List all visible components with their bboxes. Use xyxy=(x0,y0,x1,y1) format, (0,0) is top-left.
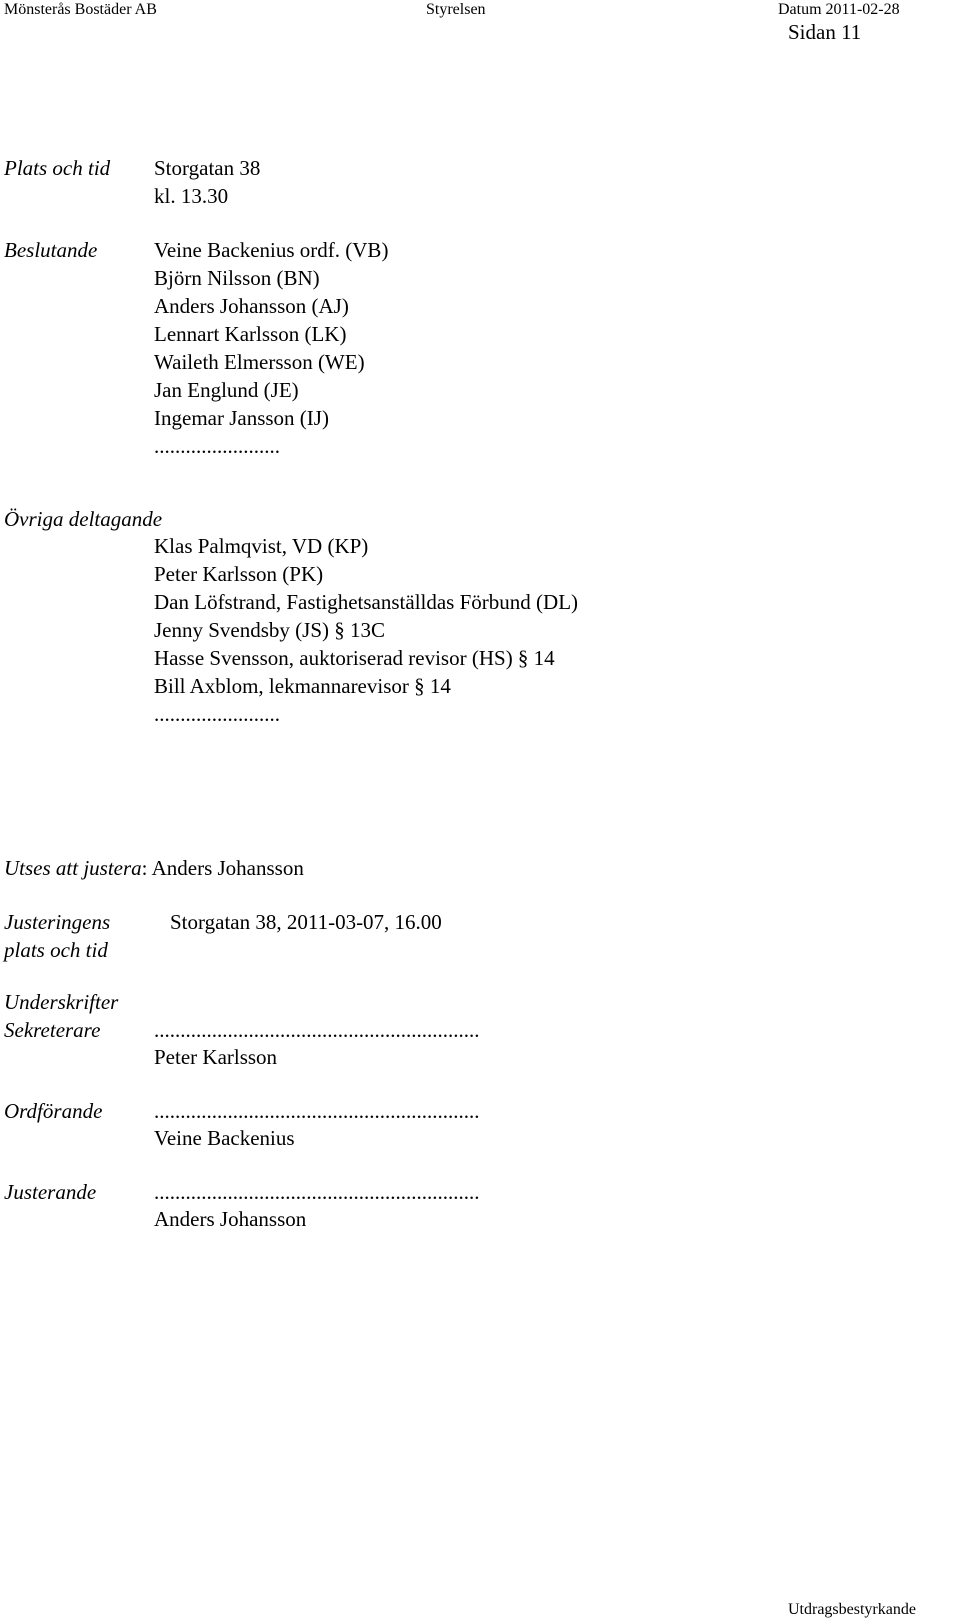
signature-line: .............................................................. xyxy=(154,1180,480,1204)
list-item: Dan Löfstrand, Fastighetsanställdas Förbund (DL) xyxy=(154,590,579,614)
list-item: Hasse Svensson, auktoriserad revisor (HS) § 14 xyxy=(154,646,555,670)
adjuster-label: Utses att justera xyxy=(4,856,142,880)
meeting-place: Storgatan 38 xyxy=(154,156,261,180)
signature-name-adjuster: Anders Johansson xyxy=(154,1207,307,1231)
page-number: Sidan 11 xyxy=(788,20,862,44)
list-item: Peter Karlsson (PK) xyxy=(154,562,324,586)
adjustment-label-line2: plats och tid xyxy=(4,938,108,962)
adjuster-line xyxy=(4,854,304,882)
list-item: Ingemar Jansson (IJ) xyxy=(154,406,329,430)
adjustment-value: Storgatan 38, 2011-03-07, 16.00 xyxy=(170,910,442,934)
document-date: Datum 2011-02-28 xyxy=(778,1,900,18)
deciding-label: Beslutande xyxy=(4,238,98,262)
signature-role-secretary: Sekreterare xyxy=(4,1018,101,1042)
deciding-list xyxy=(154,236,388,460)
board-name: Styrelsen xyxy=(426,1,486,18)
list-item: ........................ xyxy=(154,434,280,458)
list-item: Anders Johansson (AJ) xyxy=(154,294,349,318)
signature-name-chair: Veine Backenius xyxy=(154,1126,295,1150)
meeting-time: kl. 13.30 xyxy=(154,184,229,208)
list-item: Lennart Karlsson (LK) xyxy=(154,322,347,346)
certify-label: Utdragsbestyrkande xyxy=(788,1601,916,1618)
company-name: Mönsterås Bostäder AB xyxy=(4,1,157,18)
list-item: Klas Palmqvist, VD (KP) xyxy=(154,534,369,558)
list-item: Björn Nilsson (BN) xyxy=(154,266,320,290)
signature-line: .............................................................. xyxy=(154,1099,480,1123)
signature-line: .............................................................. xyxy=(154,1018,480,1042)
signature-role-chair: Ordförande xyxy=(4,1099,103,1123)
list-item: Jenny Svendsby (JS) § 13C xyxy=(154,618,386,642)
adjuster-name: : Anders Johansson xyxy=(141,856,304,880)
signature-name-secretary: Peter Karlsson xyxy=(154,1045,278,1069)
list-item: ........................ xyxy=(154,702,280,726)
signature-role-adjuster: Justerande xyxy=(4,1180,97,1204)
others-label: Övriga deltagande xyxy=(4,507,163,531)
others-list xyxy=(154,532,578,728)
signatures-heading: Underskrifter xyxy=(4,990,119,1014)
list-item: Waileth Elmersson (WE) xyxy=(154,350,365,374)
adjustment-label-line1: Justeringens xyxy=(4,910,111,934)
list-item: Bill Axblom, lekmannarevisor § 14 xyxy=(154,674,451,698)
list-item: Jan Englund (JE) xyxy=(154,378,299,402)
list-item: Veine Backenius ordf. (VB) xyxy=(154,238,389,262)
place-label: Plats och tid xyxy=(4,156,111,180)
